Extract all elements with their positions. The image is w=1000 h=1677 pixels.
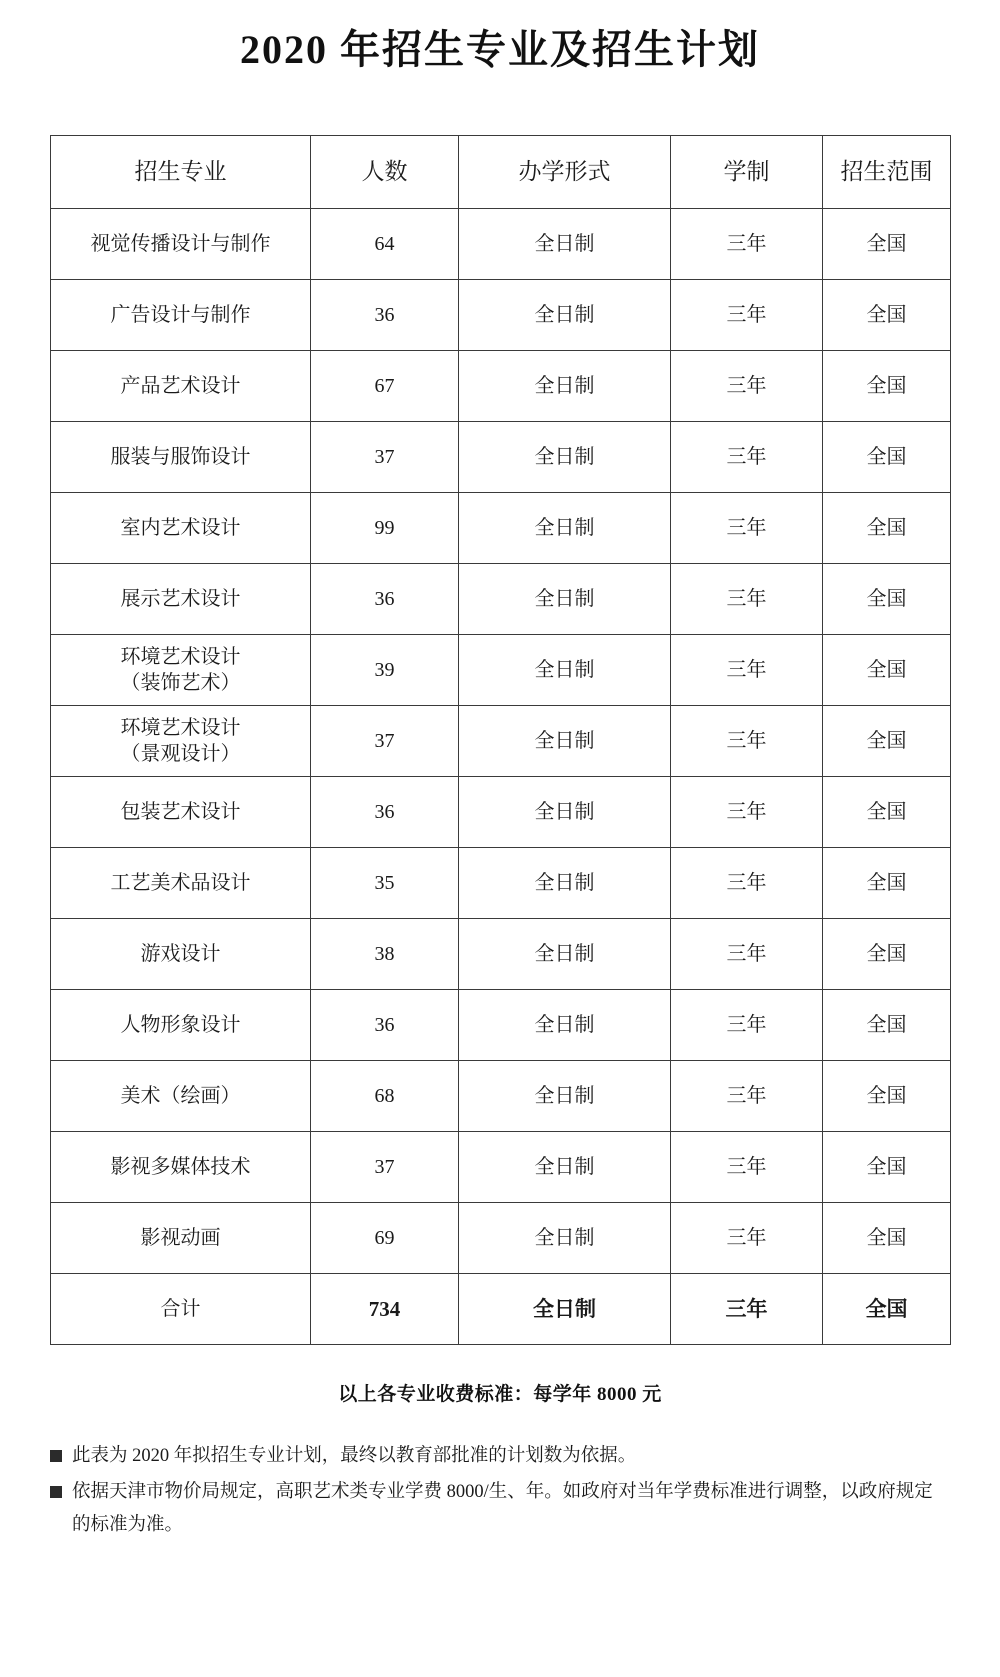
cell-length: 三年 — [671, 635, 823, 706]
cell-form: 全日制 — [459, 1274, 671, 1345]
cell-count: 36 — [311, 280, 459, 351]
cell-range: 全国 — [823, 351, 951, 422]
cell-major: 展示艺术设计 — [51, 564, 311, 635]
fee-standard-note: 以上各专业收费标准：每学年 8000 元 — [338, 1384, 662, 1405]
table-row — [51, 919, 951, 990]
table-row — [51, 351, 951, 422]
cell-count: 36 — [311, 990, 459, 1061]
cell-form: 全日制 — [459, 706, 671, 777]
cell-length: 三年 — [671, 1274, 823, 1345]
cell-range: 全国 — [823, 990, 951, 1061]
cell-major-line1: 环境艺术设计 — [120, 716, 241, 739]
cell-count: 68 — [311, 1061, 459, 1132]
cell-count: 69 — [311, 1203, 459, 1274]
column-header-length: 学制 — [671, 136, 823, 209]
cell-length: 三年 — [671, 706, 823, 777]
cell-length: 三年 — [671, 919, 823, 990]
cell-length: 三年 — [671, 493, 823, 564]
square-bullet-icon — [50, 1486, 62, 1498]
cell-count: 99 — [311, 493, 459, 564]
cell-major: 游戏设计 — [51, 919, 311, 990]
cell-count: 36 — [311, 777, 459, 848]
cell-length: 三年 — [671, 1203, 823, 1274]
cell-form: 全日制 — [459, 990, 671, 1061]
cell-range: 全国 — [823, 919, 951, 990]
table-row — [51, 564, 951, 635]
cell-length: 三年 — [671, 422, 823, 493]
cell-major: 视觉传播设计与制作 — [51, 209, 311, 280]
cell-form: 全日制 — [459, 280, 671, 351]
table-row — [51, 990, 951, 1061]
cell-length: 三年 — [671, 280, 823, 351]
cell-major-line2: （景观设计） — [120, 743, 241, 765]
cell-range: 全国 — [823, 564, 951, 635]
cell-range: 全国 — [823, 848, 951, 919]
cell-range: 全国 — [823, 493, 951, 564]
cell-range: 全国 — [823, 280, 951, 351]
cell-count: 37 — [311, 706, 459, 777]
cell-range: 全国 — [823, 1061, 951, 1132]
cell-range: 全国 — [823, 1203, 951, 1274]
cell-major: 包装艺术设计 — [51, 777, 311, 848]
cell-length: 三年 — [671, 848, 823, 919]
cell-form: 全日制 — [459, 635, 671, 706]
cell-range: 全国 — [823, 706, 951, 777]
table-header — [51, 136, 951, 209]
admission-plan-table-wrap — [50, 135, 950, 1345]
cell-major: 人物形象设计 — [51, 990, 311, 1061]
table-row — [51, 209, 951, 280]
cell-length: 三年 — [671, 990, 823, 1061]
cell-count: 36 — [311, 564, 459, 635]
cell-range: 全国 — [823, 209, 951, 280]
cell-range: 全国 — [823, 1132, 951, 1203]
cell-major — [51, 706, 311, 777]
cell-form: 全日制 — [459, 848, 671, 919]
column-header-major: 招生专业 — [51, 136, 311, 209]
table-header-row — [51, 136, 951, 209]
cell-major: 广告设计与制作 — [51, 280, 311, 351]
table-body — [51, 209, 951, 1345]
cell-form: 全日制 — [459, 777, 671, 848]
cell-length: 三年 — [671, 777, 823, 848]
cell-count: 734 — [311, 1274, 459, 1345]
table-row — [51, 1061, 951, 1132]
cell-form: 全日制 — [459, 1203, 671, 1274]
column-header-range: 招生范围 — [823, 136, 951, 209]
cell-count: 39 — [311, 635, 459, 706]
cell-major — [51, 635, 311, 706]
table-row — [51, 706, 951, 777]
cell-count: 38 — [311, 919, 459, 990]
cell-length: 三年 — [671, 351, 823, 422]
cell-form: 全日制 — [459, 1132, 671, 1203]
cell-major-line2: （装饰艺术） — [120, 672, 241, 694]
cell-major: 影视动画 — [51, 1203, 311, 1274]
footnote-text: 依据天津市物价局规定，高职艺术类专业学费 8000/生、年。如政府对当年学费标准进行调整，以政府规定的标准为准。 — [72, 1482, 933, 1535]
footnote-item — [50, 1476, 950, 1541]
cell-major: 工艺美术品设计 — [51, 848, 311, 919]
column-header-form: 办学形式 — [459, 136, 671, 209]
cell-count: 64 — [311, 209, 459, 280]
page-title: 2020 年招生专业及招生计划 — [240, 27, 760, 72]
table-row — [51, 1203, 951, 1274]
cell-range: 全国 — [823, 777, 951, 848]
cell-major: 美术（绘画） — [51, 1061, 311, 1132]
footnote-text: 此表为 2020 年拟招生专业计划，最终以教育部批准的计划数为依据。 — [72, 1446, 637, 1466]
column-header-count: 人数 — [311, 136, 459, 209]
cell-form: 全日制 — [459, 564, 671, 635]
table-row — [51, 777, 951, 848]
cell-form: 全日制 — [459, 1061, 671, 1132]
cell-count: 37 — [311, 1132, 459, 1203]
square-bullet-icon — [50, 1450, 62, 1462]
footnotes — [50, 1440, 950, 1541]
table-row — [51, 848, 951, 919]
footnote-item — [50, 1440, 950, 1472]
table-row — [51, 493, 951, 564]
cell-length: 三年 — [671, 564, 823, 635]
table-row — [51, 635, 951, 706]
table-row-total — [51, 1274, 951, 1345]
cell-count: 67 — [311, 351, 459, 422]
cell-major: 影视多媒体技术 — [51, 1132, 311, 1203]
cell-count: 37 — [311, 422, 459, 493]
cell-range: 全国 — [823, 635, 951, 706]
cell-length: 三年 — [671, 209, 823, 280]
cell-form: 全日制 — [459, 422, 671, 493]
cell-form: 全日制 — [459, 209, 671, 280]
table-row — [51, 422, 951, 493]
cell-major: 产品艺术设计 — [51, 351, 311, 422]
cell-length: 三年 — [671, 1132, 823, 1203]
admission-plan-table — [50, 135, 951, 1345]
cell-major: 服装与服饰设计 — [51, 422, 311, 493]
cell-form: 全日制 — [459, 919, 671, 990]
cell-range: 全国 — [823, 1274, 951, 1345]
table-row — [51, 280, 951, 351]
cell-major-line1: 环境艺术设计 — [120, 645, 241, 668]
cell-major: 室内艺术设计 — [51, 493, 311, 564]
table-row — [51, 1132, 951, 1203]
cell-count: 35 — [311, 848, 459, 919]
cell-range: 全国 — [823, 422, 951, 493]
cell-major: 合计 — [51, 1274, 311, 1345]
cell-form: 全日制 — [459, 493, 671, 564]
cell-length: 三年 — [671, 1061, 823, 1132]
cell-form: 全日制 — [459, 351, 671, 422]
